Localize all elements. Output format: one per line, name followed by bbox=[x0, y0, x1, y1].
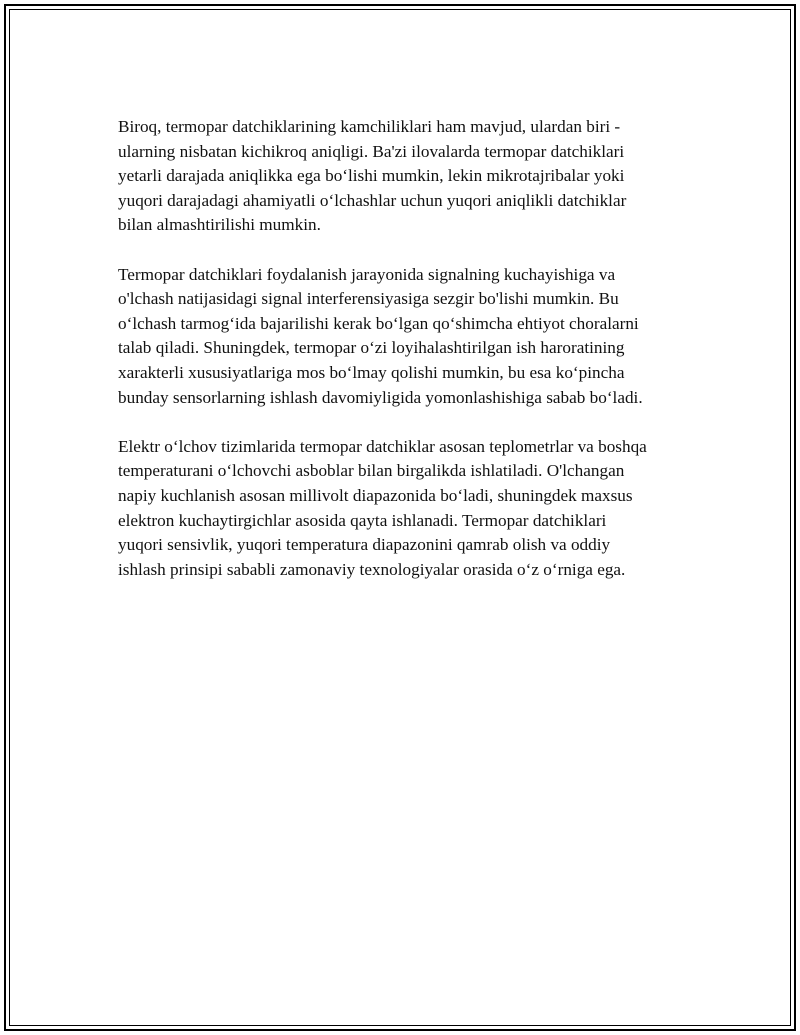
text-line: yetarli darajada aniqlikka ega bo‘lishi mumkin, lekin mikrotajribalar yoki bbox=[118, 166, 625, 186]
text-line: temperaturani o‘lchovchi asboblar bilan birgalikda ishlatiladi. O'lchangan bbox=[118, 461, 625, 481]
text-line: ishlash prinsipi sababli zamonaviy texnologiyalar orasida o‘z o‘rniga ega. bbox=[118, 559, 626, 579]
text-line: yuqori darajadagi ahamiyatli o‘lchashlar uchun yuqori aniqlikli datchiklar bbox=[118, 190, 627, 210]
text-line: yuqori sensivlik, yuqori temperatura diapazonini qamrab olish va oddiy bbox=[118, 535, 611, 555]
text-line: o'lchash natijasidagi signal interferensiyasiga sezgir bo'lishi mumkin. Bu bbox=[118, 289, 619, 309]
text-line: elektron kuchaytirgichlar asosida qayta ishlanadi. Termopar datchiklari bbox=[118, 510, 607, 530]
paragraph-2 bbox=[118, 263, 684, 411]
paragraph-3 bbox=[118, 435, 684, 583]
text-line: o‘lchash tarmog‘ida bajarilishi kerak bo‘lgan qo‘shimcha ehtiyot choralarni bbox=[118, 313, 639, 333]
text-line: xarakterli xususiyatlariga mos bo‘lmay qolishi mumkin, bu esa ko‘pincha bbox=[118, 362, 625, 382]
text-line: Elektr o‘lchov tizimlarida termopar datchiklar asosan teplometrlar va boshqa bbox=[118, 436, 647, 456]
text-line: bilan almashtirilishi mumkin. bbox=[118, 215, 321, 235]
text-line: ularning nisbatan kichikroq aniqligi. Ba'zi ilovalarda termopar datchiklari bbox=[118, 141, 625, 161]
paragraph-1 bbox=[118, 115, 684, 238]
text-line: Biroq, termopar datchiklarining kamchiliklari ham mavjud, ulardan biri - bbox=[118, 117, 621, 136]
text-line: bunday sensorlarning ishlash davomiyligida yomonlashishiga sabab bo‘ladi. bbox=[118, 387, 643, 407]
text-line: napiy kuchlanish asosan millivolt diapazonida bo‘ladi, shuningdek maxsus bbox=[118, 485, 633, 505]
text-line: talab qiladi. Shuningdek, termopar o‘zi loyihalashtirilgan ish haroratining bbox=[118, 338, 625, 358]
document-body bbox=[118, 115, 684, 607]
text-line: Termopar datchiklari foydalanish jarayonida signalning kuchayishiga va bbox=[118, 264, 616, 284]
